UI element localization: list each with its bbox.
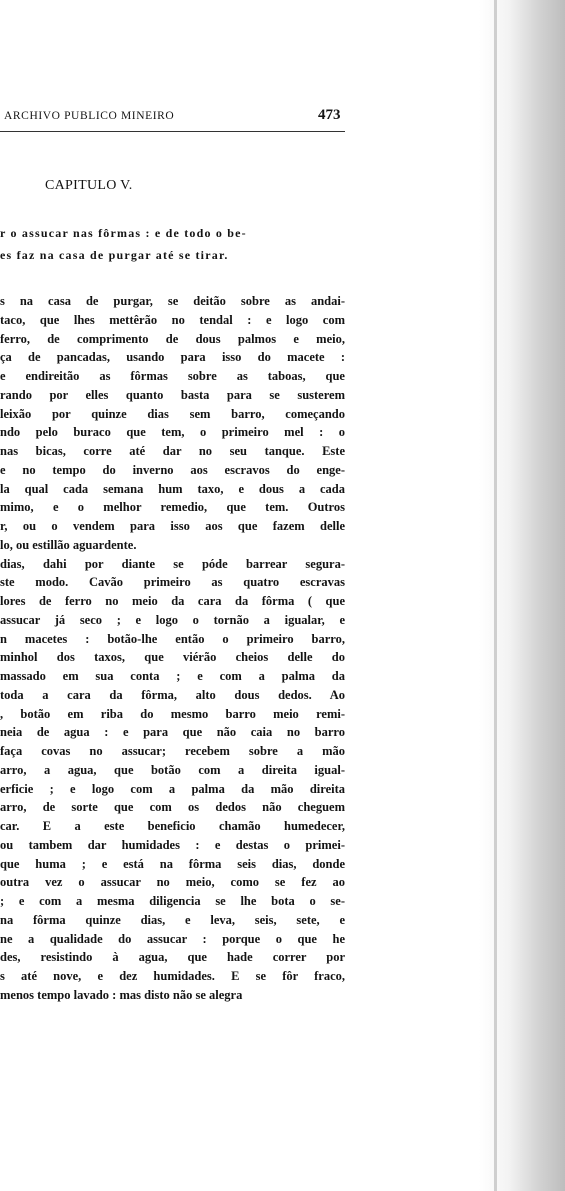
running-title: ARCHIVO PUBLICO MINEIRO	[4, 110, 175, 122]
text-line: n macetes : botão-lhe então o primeiro barro,	[0, 631, 345, 646]
text-line: ça de pancadas, usando para isso do macete :	[0, 350, 345, 365]
text-line: neia de agua : e para que não caia no barro	[0, 725, 345, 740]
page-gutter-shadow	[479, 0, 565, 1191]
text-line: faça covas no assucar; recebem sobre a mão	[0, 744, 345, 758]
chapter-title: CAPITULO V.	[45, 178, 133, 193]
chapter-subtitle-line: es faz na casa de purgar até se tirar.	[0, 248, 229, 262]
text-line: la qual cada semana hum taxo, e dous a cada	[0, 481, 345, 496]
text-line: ; e com a mesma diligencia se lhe bota o se-	[0, 894, 345, 908]
text-line: taco, que lhes mettêrão no tendal : e logo com	[0, 312, 345, 327]
text-line: ndo pelo buraco que tem, o primeiro mel : o	[0, 425, 345, 440]
text-line: assucar já seco ; e logo o tornão a igualar, e	[0, 612, 345, 627]
text-line: nas bicas, corre até dar no seu tanque. Este	[0, 444, 345, 458]
page-number: 473	[318, 107, 341, 123]
text-line: car. E a este beneficio chamão humedecer,	[0, 819, 345, 833]
text-line: s na casa de purgar, se deitão sobre as andai-	[0, 294, 345, 308]
text-line: minhol dos taxos, que viérão cheios delle do	[0, 650, 345, 665]
text-line: erficie ; e logo com a palma da mão direita	[0, 781, 345, 796]
text-line: massado em sua conta ; e com a palma da	[0, 669, 345, 683]
text-line: lo, ou estillão aguardente.	[0, 537, 137, 552]
text-line: s até nove, e dez humidades. E se fôr fraco,	[0, 969, 345, 983]
text-line: e endireitão as fôrmas sobre as taboas, que	[0, 369, 345, 383]
text-line: , botão em riba do mesmo barro meio remi-	[0, 706, 345, 721]
text-line: r, ou o vendem para isso aos que fazem delle	[0, 519, 345, 533]
text-line: dias, dahi por diante se póde barrear segura-	[0, 556, 345, 571]
text-line: ferro, de comprimento de dous palmos e meio,	[0, 331, 345, 346]
text-line: ste modo. Cavão primeiro as quatro escravas	[0, 575, 345, 590]
text-line: rando por elles quanto basta para se susterem	[0, 387, 345, 402]
text-line: e no tempo do inverno aos escravos do enge-	[0, 462, 345, 477]
text-line: ou tambem dar humidades : e destas o primei-	[0, 837, 345, 852]
text-line: na fôrma quinze dias, e leva, seis, sete, e	[0, 912, 345, 927]
body-text	[0, 292, 345, 1005]
text-line: des, resistindo à agua, que hade correr por	[0, 950, 345, 965]
text-line: arro, de sorte que com os dedos não cheguem	[0, 800, 345, 815]
text-line: toda a cara da fôrma, alto dous dedos. Ao	[0, 687, 345, 702]
text-line: arro, a agua, que botão com a direita igual-	[0, 762, 345, 777]
text-line: lores de ferro no meio da cara da fôrma ( que	[0, 594, 345, 608]
header-rule	[0, 131, 345, 132]
text-line: mimo, e o melhor remedio, que tem. Outros	[0, 500, 345, 515]
page-edge	[494, 0, 497, 1191]
text-line: ne a qualidade do assucar : porque o que he	[0, 931, 345, 946]
chapter-subtitle-line: r o assucar nas fôrmas : e de todo o be-	[0, 226, 247, 240]
text-line: que huma ; e está na fôrma seis dias, donde	[0, 856, 345, 871]
text-line: menos tempo lavado : mas disto não se alegra	[0, 987, 243, 1002]
text-line: outra vez o assucar no meio, como se fez ao	[0, 875, 345, 890]
text-line: leixão por quinze dias sem barro, começando	[0, 406, 345, 421]
